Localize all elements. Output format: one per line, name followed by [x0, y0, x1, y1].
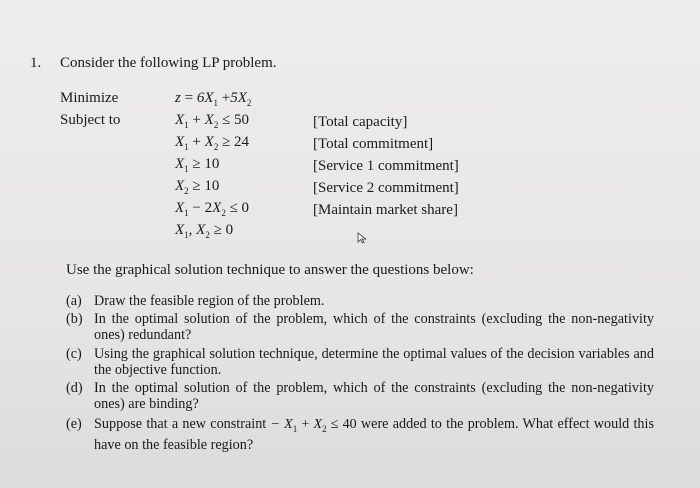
part-e-text: [94, 416, 654, 453]
part-e-text-pre: Suppose that a new constraint: [94, 416, 267, 432]
constraint-5-expr: $X_1 - 2X_2 \le 0$: [175, 200, 250, 218]
minimize-label: Minimize: [60, 90, 119, 106]
part-b-tag: (b): [66, 311, 83, 327]
part-b-text: In the optimal solution of the problem, which of the constraints (excluding the non-negativity ones) redundant?: [94, 311, 654, 343]
question-number: 1.: [30, 55, 42, 71]
constraint-1-expr: $X_1 + X_2 \le 50$: [175, 112, 250, 130]
subject-to-label: Subject to: [60, 112, 121, 128]
part-c-tag: (c): [66, 346, 82, 362]
constraint-3-label: [Service 1 commitment]: [313, 158, 459, 174]
part-c: [66, 346, 666, 378]
question-intro: Consider the following LP problem.: [60, 55, 277, 71]
constraint-2-label: [Total commitment]: [313, 136, 434, 152]
part-b: [66, 311, 666, 343]
part-e-constraint: − $X_1 + X_2 \le 40$: [270, 417, 357, 434]
mouse-pointer-icon: [357, 232, 367, 244]
part-e-tag: (e): [66, 416, 82, 432]
part-d: [66, 380, 666, 412]
part-a: [66, 293, 666, 309]
part-d-tag: (d): [66, 380, 83, 396]
part-e: [66, 416, 666, 453]
constraint-6-expr: $X_1$, $X_2 \ge 0$: [175, 222, 234, 240]
constraint-4-expr: $X_2 \ge 10$: [175, 178, 220, 196]
part-a-text: Draw the feasible region of the problem.: [94, 293, 325, 309]
instruction-text: Use the graphical solution technique to answer the questions below:: [66, 262, 474, 278]
part-e-text-post: were added to the problem. What effect would this have on the feasible region?: [94, 416, 654, 453]
part-a-tag: (a): [66, 293, 82, 309]
part-d-text: In the optimal solution of the problem, which of the constraints (excluding the non-negativity ones) are binding?: [94, 380, 654, 412]
objective-function: $z = 6X_1 +5X_2$: [175, 90, 252, 108]
part-c-text: Using the graphical solution technique, determine the optimal values of the decision variables and the objective function.: [94, 346, 654, 378]
constraint-1-label: [Total capacity]: [313, 114, 408, 130]
constraint-4-label: [Service 2 commitment]: [313, 180, 459, 196]
constraint-5-label: [Maintain market share]: [313, 202, 458, 218]
constraint-3-expr: $X_1 \ge 10$: [175, 156, 220, 174]
constraint-2-expr: $X_1 + X_2 \ge 24$: [175, 134, 250, 152]
